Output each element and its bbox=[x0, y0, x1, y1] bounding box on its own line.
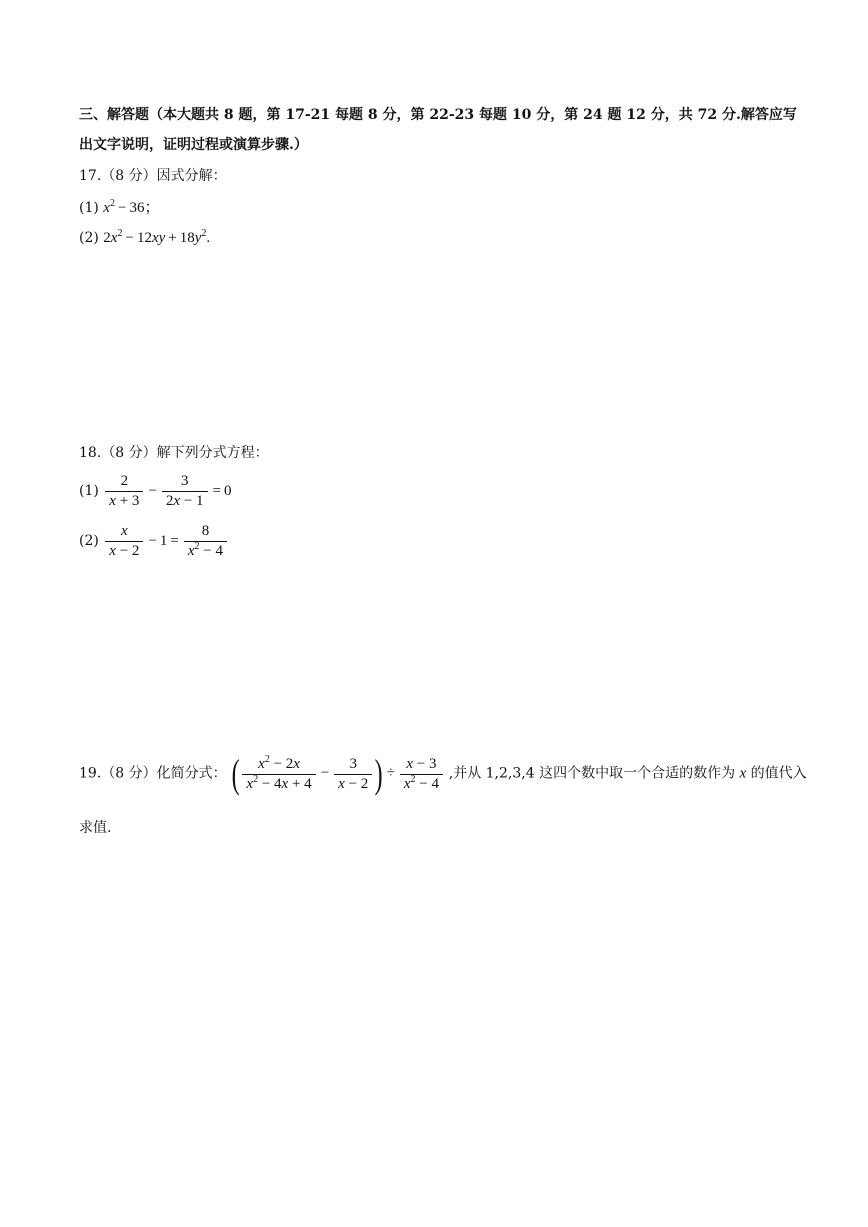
q17-part1-expr: $x^2 - 36$； bbox=[103, 198, 160, 216]
section-heading-line2: 出文字说明，证明过程或演算步骤.） bbox=[79, 137, 308, 153]
q17-header: 17.（8 分）因式分解： bbox=[79, 168, 227, 184]
q17-part1 bbox=[79, 198, 159, 218]
q18-part2 bbox=[79, 523, 229, 560]
q17-part2 bbox=[79, 228, 210, 248]
q17-part2-expr: $2x^2 - 12xy + 18y^2$. bbox=[103, 228, 211, 246]
q19-tail: ,并从 1,2,3,4 这四个数中取一个合适的数作为 bbox=[448, 765, 736, 782]
q18-header: 18.（8 分）解下列分式方程： bbox=[79, 445, 269, 461]
q18-part2-label: (2) bbox=[79, 532, 99, 549]
q17-part2-label: (2) bbox=[79, 230, 99, 246]
q17-part1-label: (1) bbox=[79, 200, 99, 216]
q19-header: 19.（8 分）化简分式： bbox=[79, 765, 227, 782]
q19-expr: ( $\frac{x^2 - 2x}{x^2 - 4x + 4}$ − $\frac{3}{x - 2}$ ) ÷ $\frac{x - 3}{x^2 - 4}$ bbox=[231, 765, 449, 781]
q18-part1-expr: $\frac{2}{x + 3}$ − $\frac{3}{2x - 1}$ = 0 bbox=[103, 483, 231, 499]
q19-tail2: 的值代入 bbox=[750, 765, 807, 782]
q18-part2-expr: $\frac{x}{x - 2}$ − 1 = $\frac{8}{x^2 - 4}$ bbox=[103, 533, 229, 549]
q18-part1-label: (1) bbox=[79, 482, 99, 499]
q19-line1 bbox=[79, 751, 807, 796]
q19-variable: x bbox=[739, 765, 747, 782]
section-heading-line1: 三、解答题（本大题共 8 题，第 17-21 每题 8 分，第 22-23 每题 10 分，第 24 题 12 分，共 72 分.解答应写 bbox=[79, 107, 797, 123]
q19-line2: 求值. bbox=[79, 820, 112, 836]
q18-part1 bbox=[79, 473, 232, 510]
